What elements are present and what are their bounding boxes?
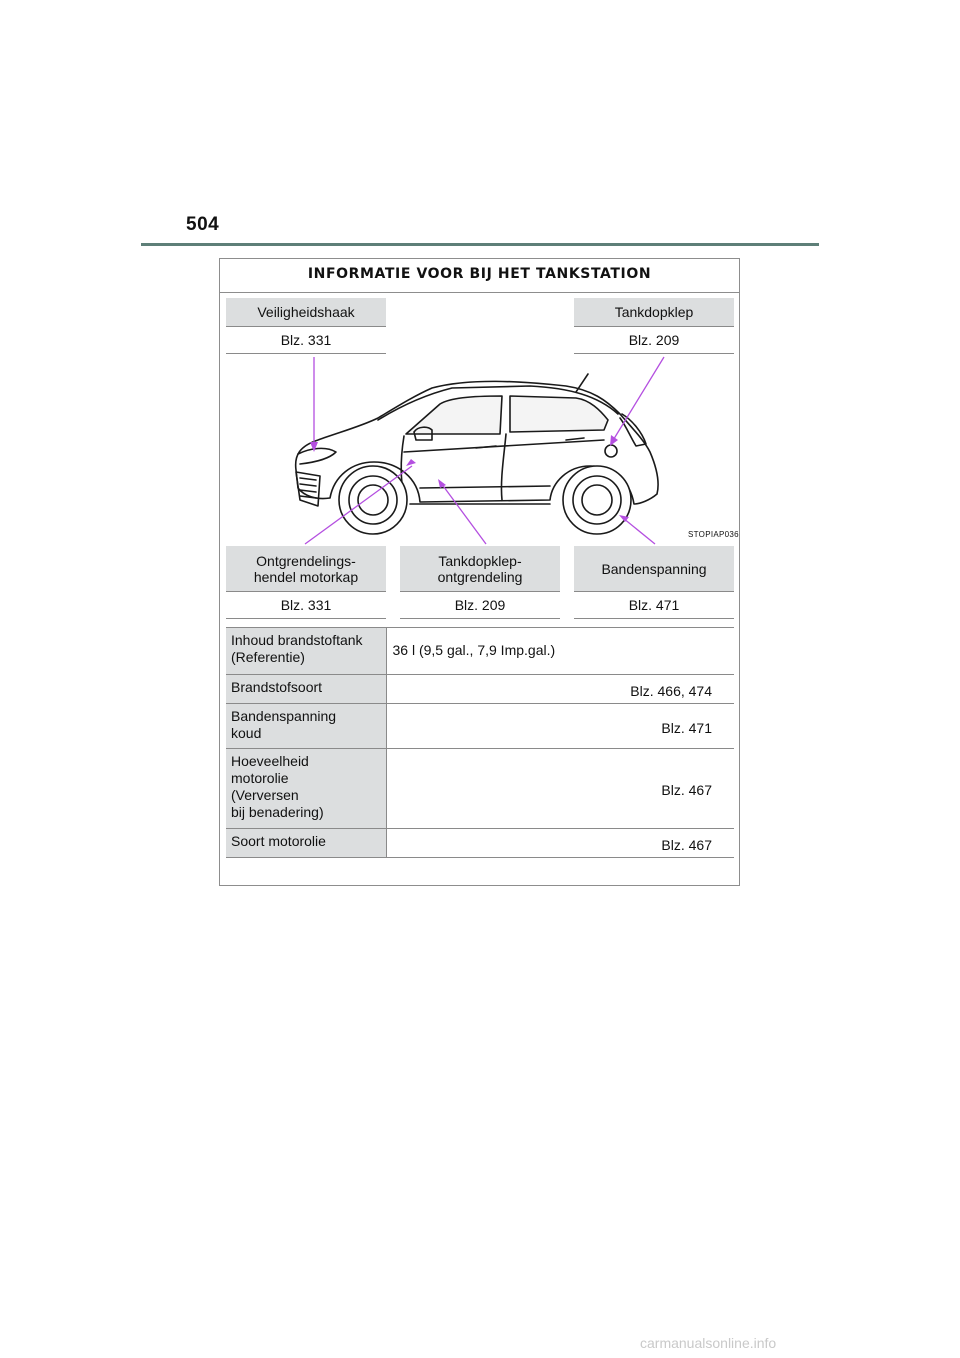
spec-key-line: (Referentie) (231, 649, 305, 665)
spec-value: Blz. 467 (386, 829, 734, 858)
callout-label-line1: Tankdopklep- (438, 552, 522, 569)
table-row (226, 675, 734, 704)
spec-key-line: Hoeveelheid (231, 753, 309, 769)
table-row (226, 749, 734, 829)
spec-key (226, 749, 386, 829)
callout-page-ref: Blz. 331 (226, 327, 386, 354)
spec-value: Blz. 467 (386, 749, 734, 829)
callout-page-ref: Blz. 331 (226, 592, 386, 619)
spec-key-line: bij benadering) (231, 804, 324, 820)
table-row (226, 704, 734, 749)
spec-key (226, 829, 386, 858)
table-row (226, 628, 734, 675)
spec-key-line: Brandstofsoort (231, 679, 323, 695)
illustration-code: STOPIAP036 (688, 530, 739, 539)
callout-ontgrendelingshendel (226, 546, 386, 619)
table-row (226, 829, 734, 858)
callout-page-ref: Blz. 471 (574, 592, 734, 619)
callout-label: Veiligheidshaak (226, 298, 386, 327)
spec-key (226, 628, 386, 675)
callout-label-line2: ontgrendeling (437, 568, 523, 585)
callout-bandenspanning (574, 546, 734, 619)
callout-page-ref: Blz. 209 (400, 592, 560, 619)
callout-label-line2: hendel motorkap (253, 568, 359, 585)
callout-label (226, 546, 386, 592)
callout-label (400, 546, 560, 592)
callout-page-ref: Blz. 209 (574, 327, 734, 354)
spec-value: Blz. 466, 474 (386, 675, 734, 704)
page-number: 504 (186, 214, 220, 235)
spec-key-line: Bandenspanning (231, 708, 337, 724)
watermark: carmanualsonline.info (640, 1335, 777, 1351)
spec-key (226, 704, 386, 749)
spec-key-line: Inhoud brandstoftank (231, 632, 363, 648)
spec-key (226, 675, 386, 704)
section-title: INFORMATIE VOOR BIJ HET TANKSTATION (220, 259, 739, 293)
spec-key-line: Soort motorolie (231, 833, 326, 849)
callout-label-line1: Ontgrendelings- (256, 552, 356, 569)
spec-key-line: koud (231, 725, 262, 741)
callout-tankdopklep-ontgrendeling (400, 546, 560, 619)
spec-key-line: motorolie (231, 770, 289, 786)
callout-label: Bandenspanning (574, 546, 734, 592)
callout-label: Tankdopklep (574, 298, 734, 327)
spec-value: 36 l (9,5 gal., 7,9 Imp.gal.) (386, 628, 734, 675)
spec-value: Blz. 471 (386, 704, 734, 749)
spec-key-line: (Verversen (231, 787, 299, 803)
specs-table (226, 627, 734, 858)
